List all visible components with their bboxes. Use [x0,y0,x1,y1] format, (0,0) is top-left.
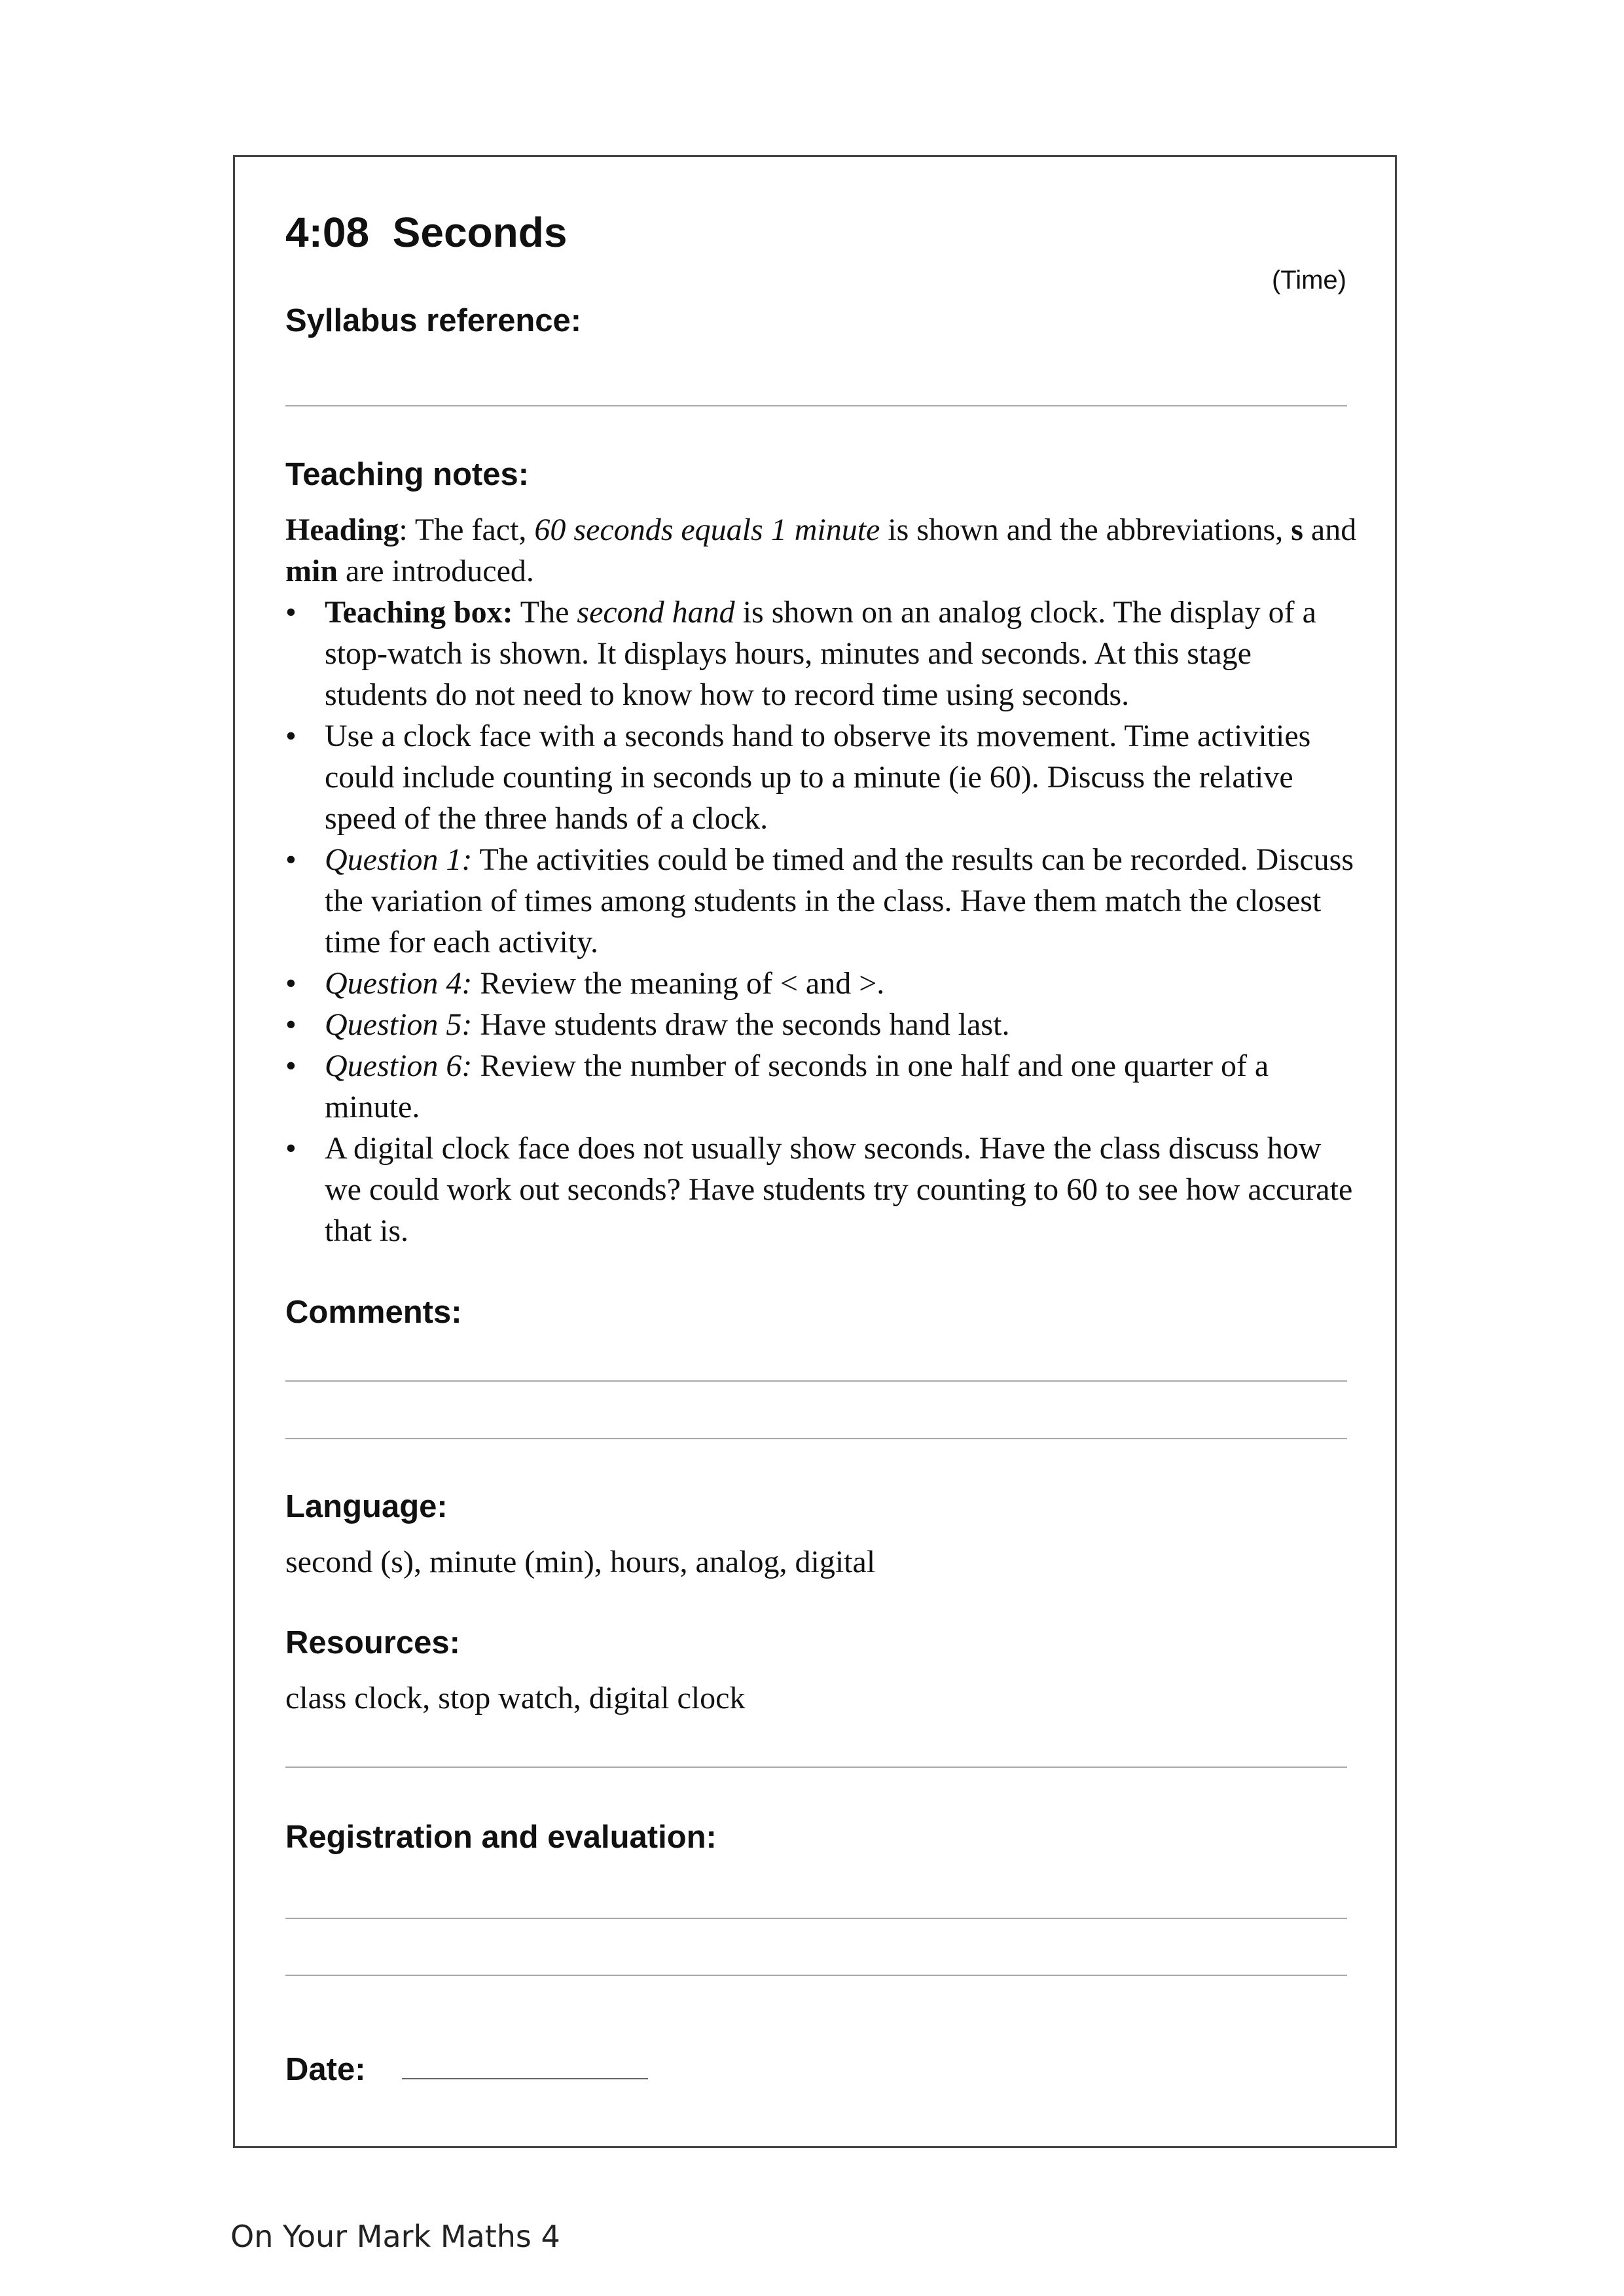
list-item: • Question 5: Have students draw the seconds hand last. [285,1004,1359,1045]
syllabus-heading: Syllabus reference: [285,303,582,338]
registration-line [285,1918,1347,1919]
date-label: Date: [285,2052,366,2087]
page-footer: On Your Mark Maths 4 [230,2219,560,2254]
registration-heading: Registration and evaluation: [285,1820,717,1855]
list-item: • Question 4: Review the meaning of < and >. [285,963,1359,1004]
teaching-notes-heading: Teaching notes: [285,457,530,492]
date-line [402,2078,648,2079]
list-item: • Use a clock face with a seconds hand to observe its movement. Time activities could include counting in seconds up to a minute (ie 60). Discuss the relative speed of the three hands of a clock. [285,715,1359,839]
language-text: second (s), minute (min), hours, analog, digital [285,1545,876,1579]
strand-tag: (Time) [1271,266,1346,295]
resources-line [285,1767,1347,1768]
resources-heading: Resources: [285,1625,460,1660]
teaching-notes [285,509,1359,1251]
notes-intro: Heading: The fact, 60 seconds equals 1 minute is shown and the abbreviations, s and min are introduced. [285,512,1357,588]
page-title: 4:08 Seconds [285,209,568,256]
resources-text: class clock, stop watch, digital clock [285,1681,746,1715]
list-item: • Question 1: The activities could be timed and the results can be recorded. Discuss the variation of times among students in the class. Have them match the closest time for each activity. [285,839,1359,963]
list-item: • A digital clock face does not usually show seconds. Have the class discuss how we could work out seconds? Have students try counting to 60 to see how accurate that is. [285,1128,1359,1251]
language-heading: Language: [285,1489,448,1524]
notes-list [285,592,1359,1251]
comments-line [285,1438,1347,1439]
syllabus-line [285,405,1347,406]
comments-line [285,1380,1347,1382]
list-item: • Teaching box: The second hand is shown on an analog clock. The display of a stop-watch is shown. It displays hours, minutes and seconds. At this stage students do not need to know how to record time using seconds. [285,592,1359,715]
list-item: • Question 6: Review the number of seconds in one half and one quarter of a minute. [285,1045,1359,1128]
comments-heading: Comments: [285,1295,462,1330]
registration-line [285,1975,1347,1976]
